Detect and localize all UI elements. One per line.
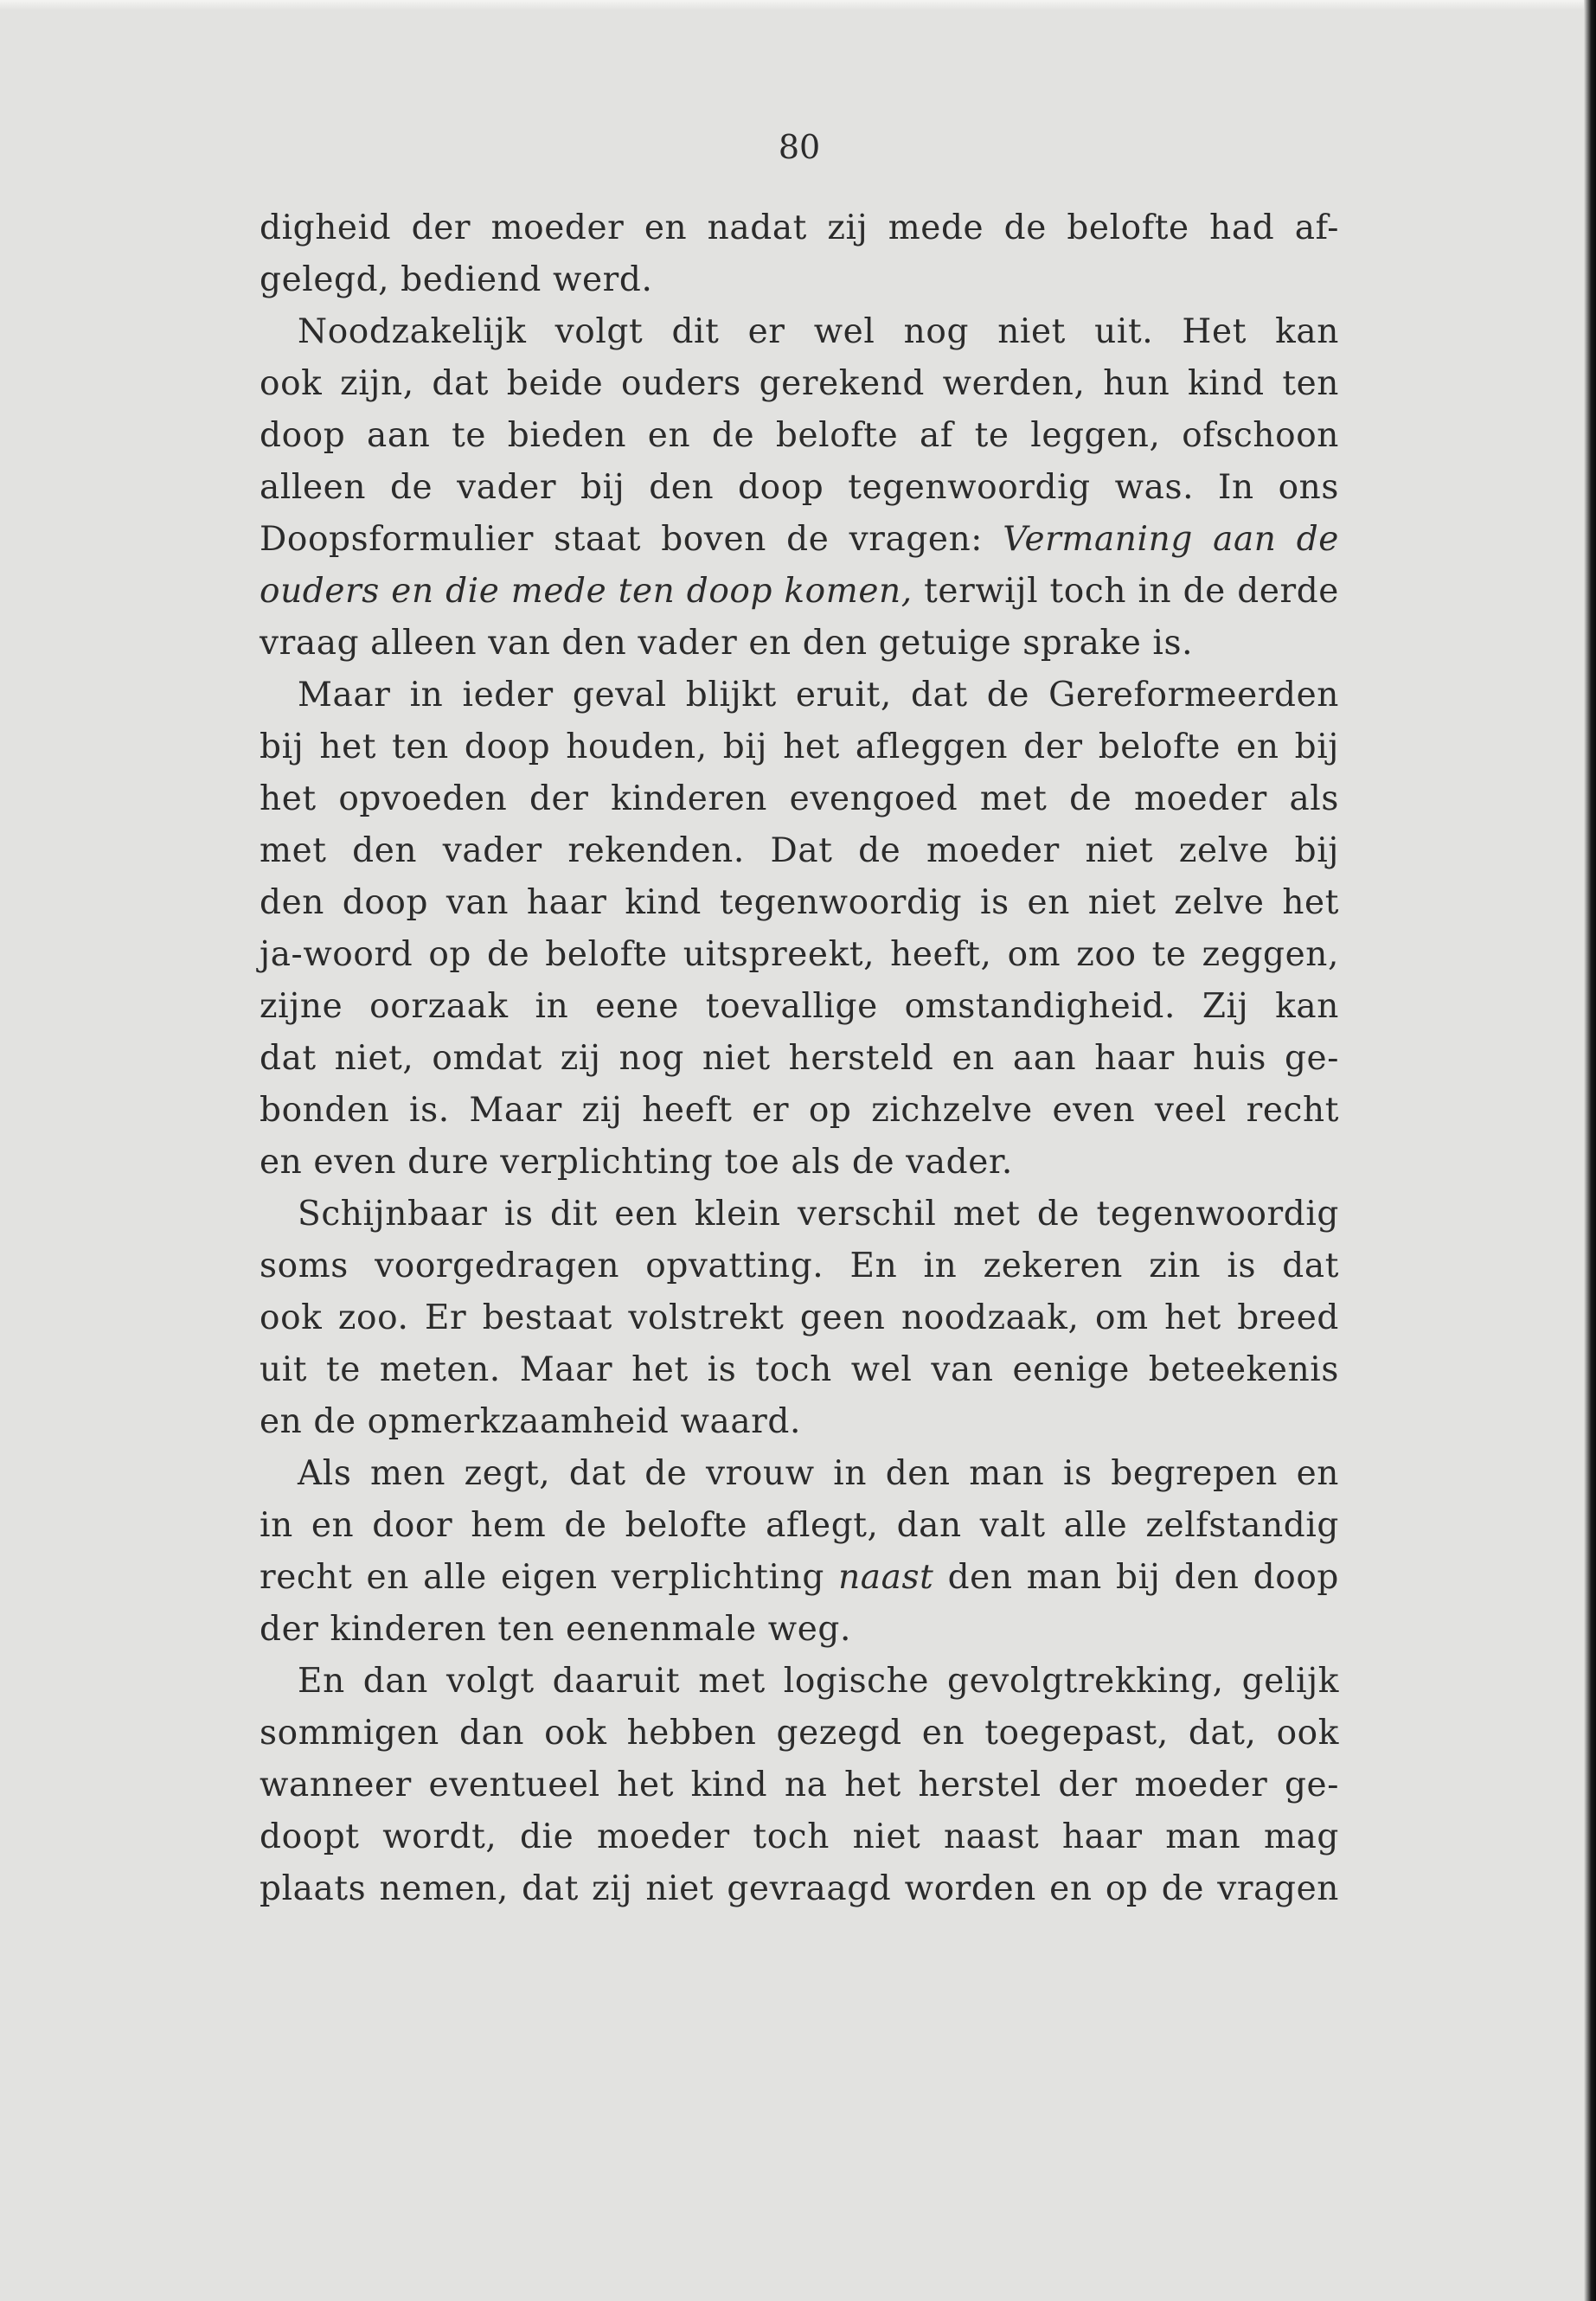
italic-word: naast [838,1558,934,1597]
text-line: en de opmerkzaamheid waard. [260,1402,801,1441]
page-content [260,121,1339,1915]
text-segment: den man bij den doop [933,1558,1339,1597]
text-line: en even dure verplichting toe als de vader. [260,1143,1013,1182]
text-line: digheid der moeder en nadat zij mede de belofte had af- [260,208,1339,247]
paragraph-6 [260,1656,1339,1915]
text-line: En dan volgt daaruit met logische gevolgtrekking, gelijk [298,1662,1339,1701]
text-line: zijne oorzaak in eene toevallige omstandigheid. Zij kan [260,987,1339,1026]
text-line: dat niet, omdat zij nog niet hersteld en aan haar huis ge- [260,1039,1339,1078]
text-line: het opvoeden der kinderen evengoed met de moeder als [260,779,1339,818]
text-line: soms voorgedragen opvatting. En in zekeren zin is dat [260,1247,1339,1285]
text-line: Als men zegt, dat de vrouw in den man is begrepen en [298,1454,1339,1493]
text-line: ja-woord op de belofte uitspreekt, heeft, om zoo te zeggen, [260,935,1339,974]
text-segment: recht en alle eigen verplichting [260,1558,839,1597]
text-line-with-italic [260,514,1339,566]
paragraph-3 [260,670,1339,1189]
text-line: wanneer eventueel het kind na het herstel der moeder ge- [260,1766,1339,1804]
text-line: Schijnbaar is dit een klein verschil met de tegenwoordig [298,1195,1339,1234]
text-line: sommigen dan ook hebben gezegd en toegepast, dat, ook [260,1714,1339,1753]
text-line: bonden is. Maar zij heeft er op zichzelve even veel recht [260,1091,1339,1130]
text-line: met den vader rekenden. Dat de moeder niet zelve bij [260,831,1339,870]
text-line: gelegd, bediend werd. [260,260,653,299]
page-number: 80 [778,128,821,166]
text-line: ook zijn, dat beide ouders gerekend werden, hun kind ten [260,364,1339,403]
paragraph-1 [260,202,1339,306]
italic-phrase: ouders en die mede ten doop komen, [260,572,913,611]
text-line: vraag alleen van den vader en den getuige sprake is. [260,624,1194,663]
text-line-with-italic [260,566,1339,618]
paragraph-5 [260,1448,1339,1656]
text-line: Noodzakelijk volgt dit er wel nog niet uit. Het kan [298,312,1339,351]
italic-phrase: Vermaning aan de [1003,520,1339,559]
text-line: Maar in ieder geval blijkt eruit, dat de Gereformeerden [298,676,1339,715]
text-line-with-italic [260,1552,1339,1604]
scan-right-edge [1584,0,1596,2301]
text-line: doop aan te bieden en de belofte af te leggen, ofschoon [260,416,1339,455]
text-line: bij het ten doop houden, bij het afleggen der belofte en bij [260,727,1339,766]
text-line: in en door hem de belofte aflegt, dan valt alle zelfstandig [260,1506,1339,1545]
text-line: ook zoo. Er bestaat volstrekt geen noodzaak, om het breed [260,1298,1339,1337]
text-line: plaats nemen, dat zij niet gevraagd worden en op de vragen [260,1869,1339,1908]
text-line: der kinderen ten eenenmale weg. [260,1610,851,1649]
text-line: alleen de vader bij den doop tegenwoordig was. In ons [260,468,1339,507]
text-line: den doop van haar kind tegenwoordig is en niet zelve het [260,883,1339,922]
scan-top-edge [0,0,1596,10]
paragraph-2 [260,306,1339,670]
text-line: uit te meten. Maar het is toch wel van eenige beteekenis [260,1350,1339,1389]
text-segment: terwijl toch in de derde [912,572,1339,611]
text-segment: Doopsformulier staat boven de vragen: [260,520,1003,559]
text-line: doopt wordt, die moeder toch niet naast haar man mag [260,1817,1339,1856]
paragraph-4 [260,1189,1339,1448]
